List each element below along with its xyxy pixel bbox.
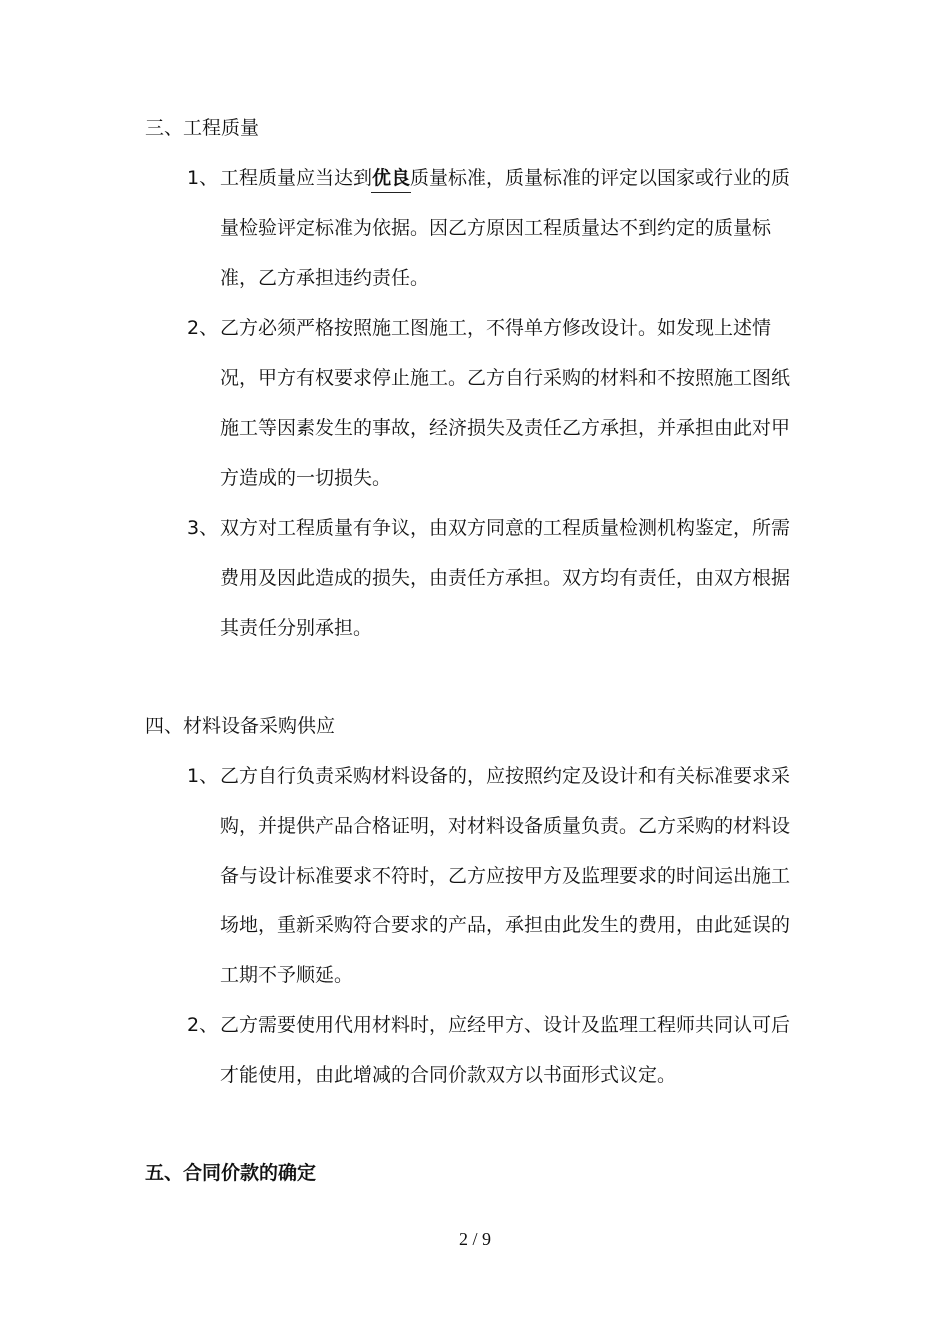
- paragraph-line: 费用及因此造成的损失，由责任方承担。双方均有责任，由双方根据: [220, 567, 791, 589]
- paragraph-line: 其责任分别承担。: [220, 617, 373, 639]
- paragraph-line: 乙方自行负责采购材料设备的，应按照约定及设计和有关标准要求采: [220, 765, 791, 787]
- item-number: 1、: [187, 167, 219, 189]
- item-number: 3、: [187, 517, 219, 539]
- paragraph-line: [220, 166, 790, 190]
- paragraph-line: 施工等因素发生的事故，经济损失及责任乙方承担，并承担由此对甲: [220, 417, 791, 439]
- paragraph-line: 乙方需要使用代用材料时，应经甲方、设计及监理工程师共同认可后: [220, 1014, 791, 1036]
- paragraph-line: 场地，重新采购符合要求的产品，承担由此发生的费用，由此延误的: [220, 914, 791, 936]
- section-title: 三、工程质量: [145, 117, 260, 139]
- paragraph-line: 才能使用，由此增减的合同价款双方以书面形式议定。: [220, 1064, 677, 1086]
- section-title: 五、合同价款的确定: [145, 1162, 317, 1184]
- paragraph-line: 方造成的一切损失。: [220, 467, 392, 489]
- paragraph-line: 乙方必须严格按照施工图施工，不得单方修改设计。如发现上述情: [220, 317, 772, 339]
- section-title: 四、材料设备采购供应: [145, 715, 336, 737]
- paragraph-line: 工期不予顺延。: [220, 964, 354, 986]
- paragraph-line: 量检验评定标准为依据。因乙方原因工程质量达不到约定的质量标: [220, 217, 772, 239]
- paragraph-line: 购，并提供产品合格证明，对材料设备质量负责。乙方采购的材料设: [220, 815, 791, 837]
- underline-mark: [371, 192, 411, 193]
- item-number: 2、: [187, 1014, 219, 1036]
- paragraph-line: 备与设计标准要求不符时，乙方应按甲方及监理要求的时间运出施工: [220, 865, 791, 887]
- text-segment: 工程质量应当达到: [220, 167, 373, 189]
- bold-term: 优良: [372, 167, 411, 189]
- page-number: 2 / 9: [458, 1229, 491, 1249]
- item-number: 1、: [187, 765, 219, 787]
- paragraph-line: 况，甲方有权要求停止施工。乙方自行采购的材料和不按照施工图纸: [220, 367, 791, 389]
- item-number: 2、: [187, 317, 219, 339]
- paragraph-line: 双方对工程质量有争议，由双方同意的工程质量检测机构鉴定，所需: [220, 517, 791, 539]
- paragraph-line: 准，乙方承担违约责任。: [220, 267, 430, 289]
- text-segment: 质量标准，质量标准的评定以国家或行业的质: [410, 167, 791, 189]
